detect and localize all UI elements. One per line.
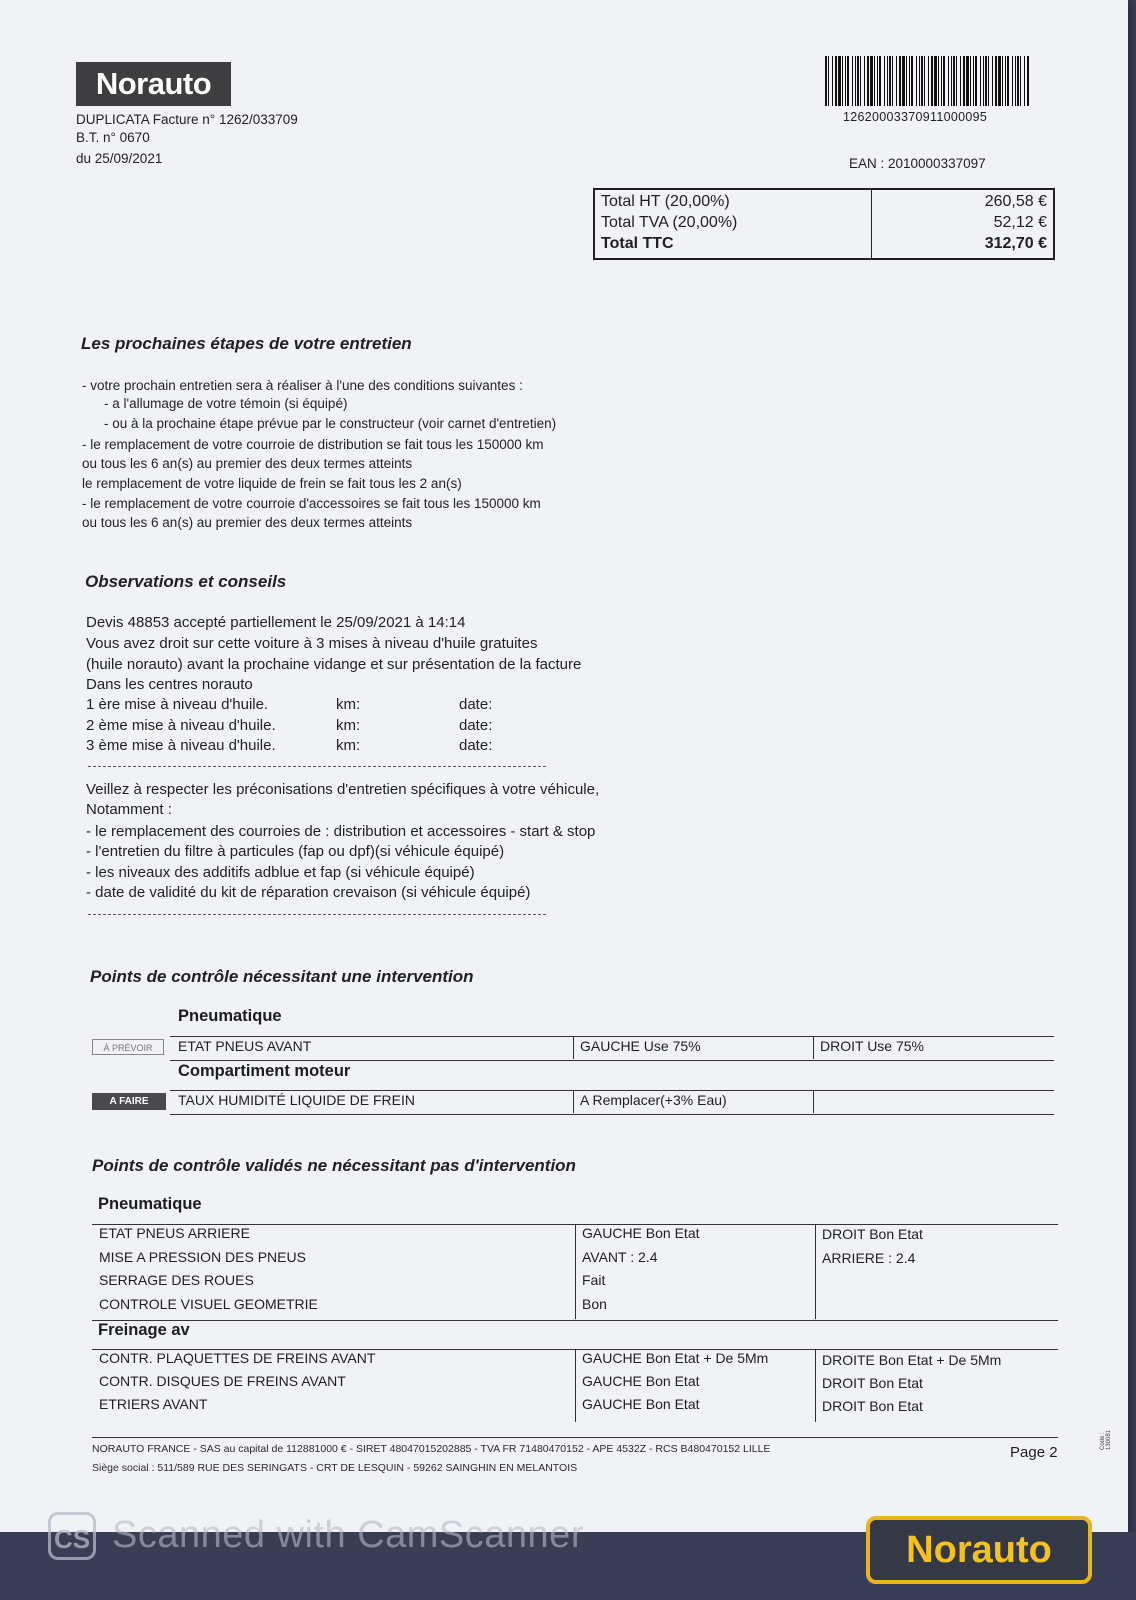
- next-step-line: ou tous les 6 an(s) au premier des deux termes atteints: [82, 515, 413, 530]
- observations-title: Observations et conseils: [85, 572, 287, 591]
- observation-line: Devis 48853 accepté partiellement le 25/09/2021 à 14:14: [86, 614, 466, 631]
- control-item: ETAT PNEUS ARRIERE: [99, 1225, 250, 1241]
- control-item: ETRIERS AVANT: [99, 1396, 208, 1412]
- control-item: CONTROLE VISUEL GEOMETRIE: [99, 1296, 318, 1312]
- advice-line: - le remplacement des courroies de : distribution et accessoires - start & stop: [86, 823, 596, 840]
- observation-line: Vous avez droit sur cette voiture à 3 mises à niveau d'huile gratuites: [86, 635, 538, 652]
- control-item: ETAT PNEUS AVANT: [178, 1038, 312, 1054]
- advice-line: Veillez à respecter les préconisations d'entretien spécifiques à votre véhicule,: [86, 781, 600, 798]
- control-right-value: DROIT Bon Etat: [822, 1398, 923, 1414]
- intervention-title: Points de contrôle nécessitant une intervention: [90, 967, 474, 986]
- control-right-value: DROITE Bon Etat + De 5Mm: [822, 1352, 1002, 1368]
- group-title: Pneumatique: [178, 1007, 282, 1025]
- dashed-separator: [88, 914, 546, 915]
- dashed-separator: [88, 766, 546, 767]
- ean-code: EAN : 2010000337097: [849, 156, 986, 171]
- oil-row-label: 1 ère mise à niveau d'huile.: [86, 696, 269, 713]
- control-left-value: GAUCHE Bon Etat + De 5Mm: [582, 1350, 769, 1366]
- validated-title: Points de contrôle validés ne nécessitant pas d'intervention: [92, 1156, 576, 1175]
- oil-row-date: date:: [459, 737, 493, 754]
- next-step-line: ou tous les 6 an(s) au premier des deux termes atteints: [82, 456, 413, 471]
- a-faire-badge: A FAIRE: [92, 1093, 166, 1110]
- group-title: Freinage av: [98, 1321, 190, 1339]
- next-step-line: le remplacement de votre liquide de frein se fait tous les 2 an(s): [82, 476, 462, 491]
- control-left-value: Bon: [582, 1296, 607, 1312]
- group-title: Pneumatique: [98, 1195, 202, 1213]
- next-step-line: - le remplacement de votre courroie de distribution se fait tous les 150000 km: [82, 437, 544, 452]
- side-code: Code : 130081: [1100, 1429, 1112, 1450]
- control-item: SERRAGE DES ROUES: [99, 1272, 254, 1288]
- next-step-line: - le remplacement de votre courroie d'accessoires se fait tous les 150000 km: [82, 496, 541, 511]
- oil-row-km: km:: [336, 696, 361, 713]
- control-right-value: ARRIERE : 2.4: [822, 1250, 916, 1266]
- control-item: TAUX HUMIDITÉ LIQUIDE DE FREIN: [178, 1092, 415, 1108]
- control-item: MISE A PRESSION DES PNEUS: [99, 1249, 306, 1265]
- bt-number: B.T. n° 0670: [76, 130, 150, 145]
- oil-row-km: km:: [336, 717, 361, 734]
- control-left-value: GAUCHE Bon Etat: [582, 1373, 700, 1389]
- invoice-date: du 25/09/2021: [76, 151, 163, 166]
- a-prevoir-badge: À PRÉVOIR: [92, 1039, 164, 1055]
- total-ht-row: Total HT (20,00%) 260,58 €: [601, 193, 1047, 210]
- barcode-number: 12620003370911000095: [843, 110, 988, 124]
- oil-row-label: 2 ème mise à niveau d'huile.: [86, 717, 276, 734]
- observation-line: Dans les centres norauto: [86, 676, 253, 693]
- norauto-bottom-logo: Norauto: [866, 1516, 1092, 1584]
- norauto-logo: Norauto: [76, 62, 231, 106]
- control-left-value: Fait: [582, 1272, 606, 1288]
- control-item: CONTR. PLAQUETTES DE FREINS AVANT: [99, 1350, 376, 1366]
- control-item: CONTR. DISQUES DE FREINS AVANT: [99, 1373, 346, 1389]
- advice-line: - les niveaux des additifs adblue et fap (si véhicule équipé): [86, 864, 475, 881]
- page-number: Page 2: [1010, 1444, 1058, 1461]
- total-tva-row: Total TVA (20,00%) 52,12 €: [601, 214, 1047, 231]
- oil-row-km: km:: [336, 737, 361, 754]
- camscanner-watermark: Scanned with CamScanner: [112, 1514, 584, 1556]
- totals-box: [593, 188, 1055, 260]
- control-left-value: A Remplacer(+3% Eau): [580, 1092, 727, 1108]
- group-title: Compartiment moteur: [178, 1062, 351, 1080]
- control-left-value: GAUCHE Bon Etat: [582, 1396, 700, 1412]
- head-office-line: Siège social : 511/589 RUE DES SERINGATS - CRT DE LESQUIN - 59262 SAINGHIN EN MELANTOIS: [92, 1462, 578, 1474]
- next-step-line: - ou à la prochaine étape prévue par le constructeur (voir carnet d'entretien): [104, 416, 557, 431]
- oil-row-date: date:: [459, 696, 493, 713]
- next-step-line: - a l'allumage de votre témoin (si équipé): [104, 396, 348, 411]
- control-left-value: AVANT : 2.4: [582, 1249, 658, 1265]
- advice-line: - l'entretien du filtre à particules (fap ou dpf)(si véhicule équipé): [86, 843, 505, 860]
- control-right-value: DROIT Bon Etat: [822, 1375, 923, 1391]
- advice-line: - date de validité du kit de réparation crevaison (si véhicule équipé): [86, 884, 531, 901]
- total-ttc-row: Total TTC 312,70 €: [601, 235, 1047, 252]
- control-right-value: DROIT Bon Etat: [822, 1226, 923, 1242]
- oil-row-label: 3 ème mise à niveau d'huile.: [86, 737, 276, 754]
- control-left-value: GAUCHE Use 75%: [580, 1038, 701, 1054]
- barcode-image: [825, 56, 1030, 106]
- oil-row-date: date:: [459, 717, 493, 734]
- next-steps-title: Les prochaines étapes de votre entretien: [81, 334, 412, 353]
- camscanner-icon: CS: [48, 1512, 96, 1560]
- company-legal-line: NORAUTO FRANCE - SAS au capital de 112881000 € - SIRET 48047015202885 - TVA FR 71480470152 - APE 4532Z - RCS B480470152 LILLE: [92, 1443, 771, 1455]
- control-right-value: DROIT Use 75%: [820, 1038, 924, 1054]
- duplicata-line: DUPLICATA Facture n° 1262/033709: [76, 112, 298, 127]
- next-step-line: - votre prochain entretien sera à réaliser à l'une des conditions suivantes :: [82, 378, 523, 393]
- control-left-value: GAUCHE Bon Etat: [582, 1225, 700, 1241]
- advice-line: Notamment :: [86, 801, 172, 818]
- observation-line: (huile norauto) avant la prochaine vidange et sur présentation de la facture: [86, 656, 582, 673]
